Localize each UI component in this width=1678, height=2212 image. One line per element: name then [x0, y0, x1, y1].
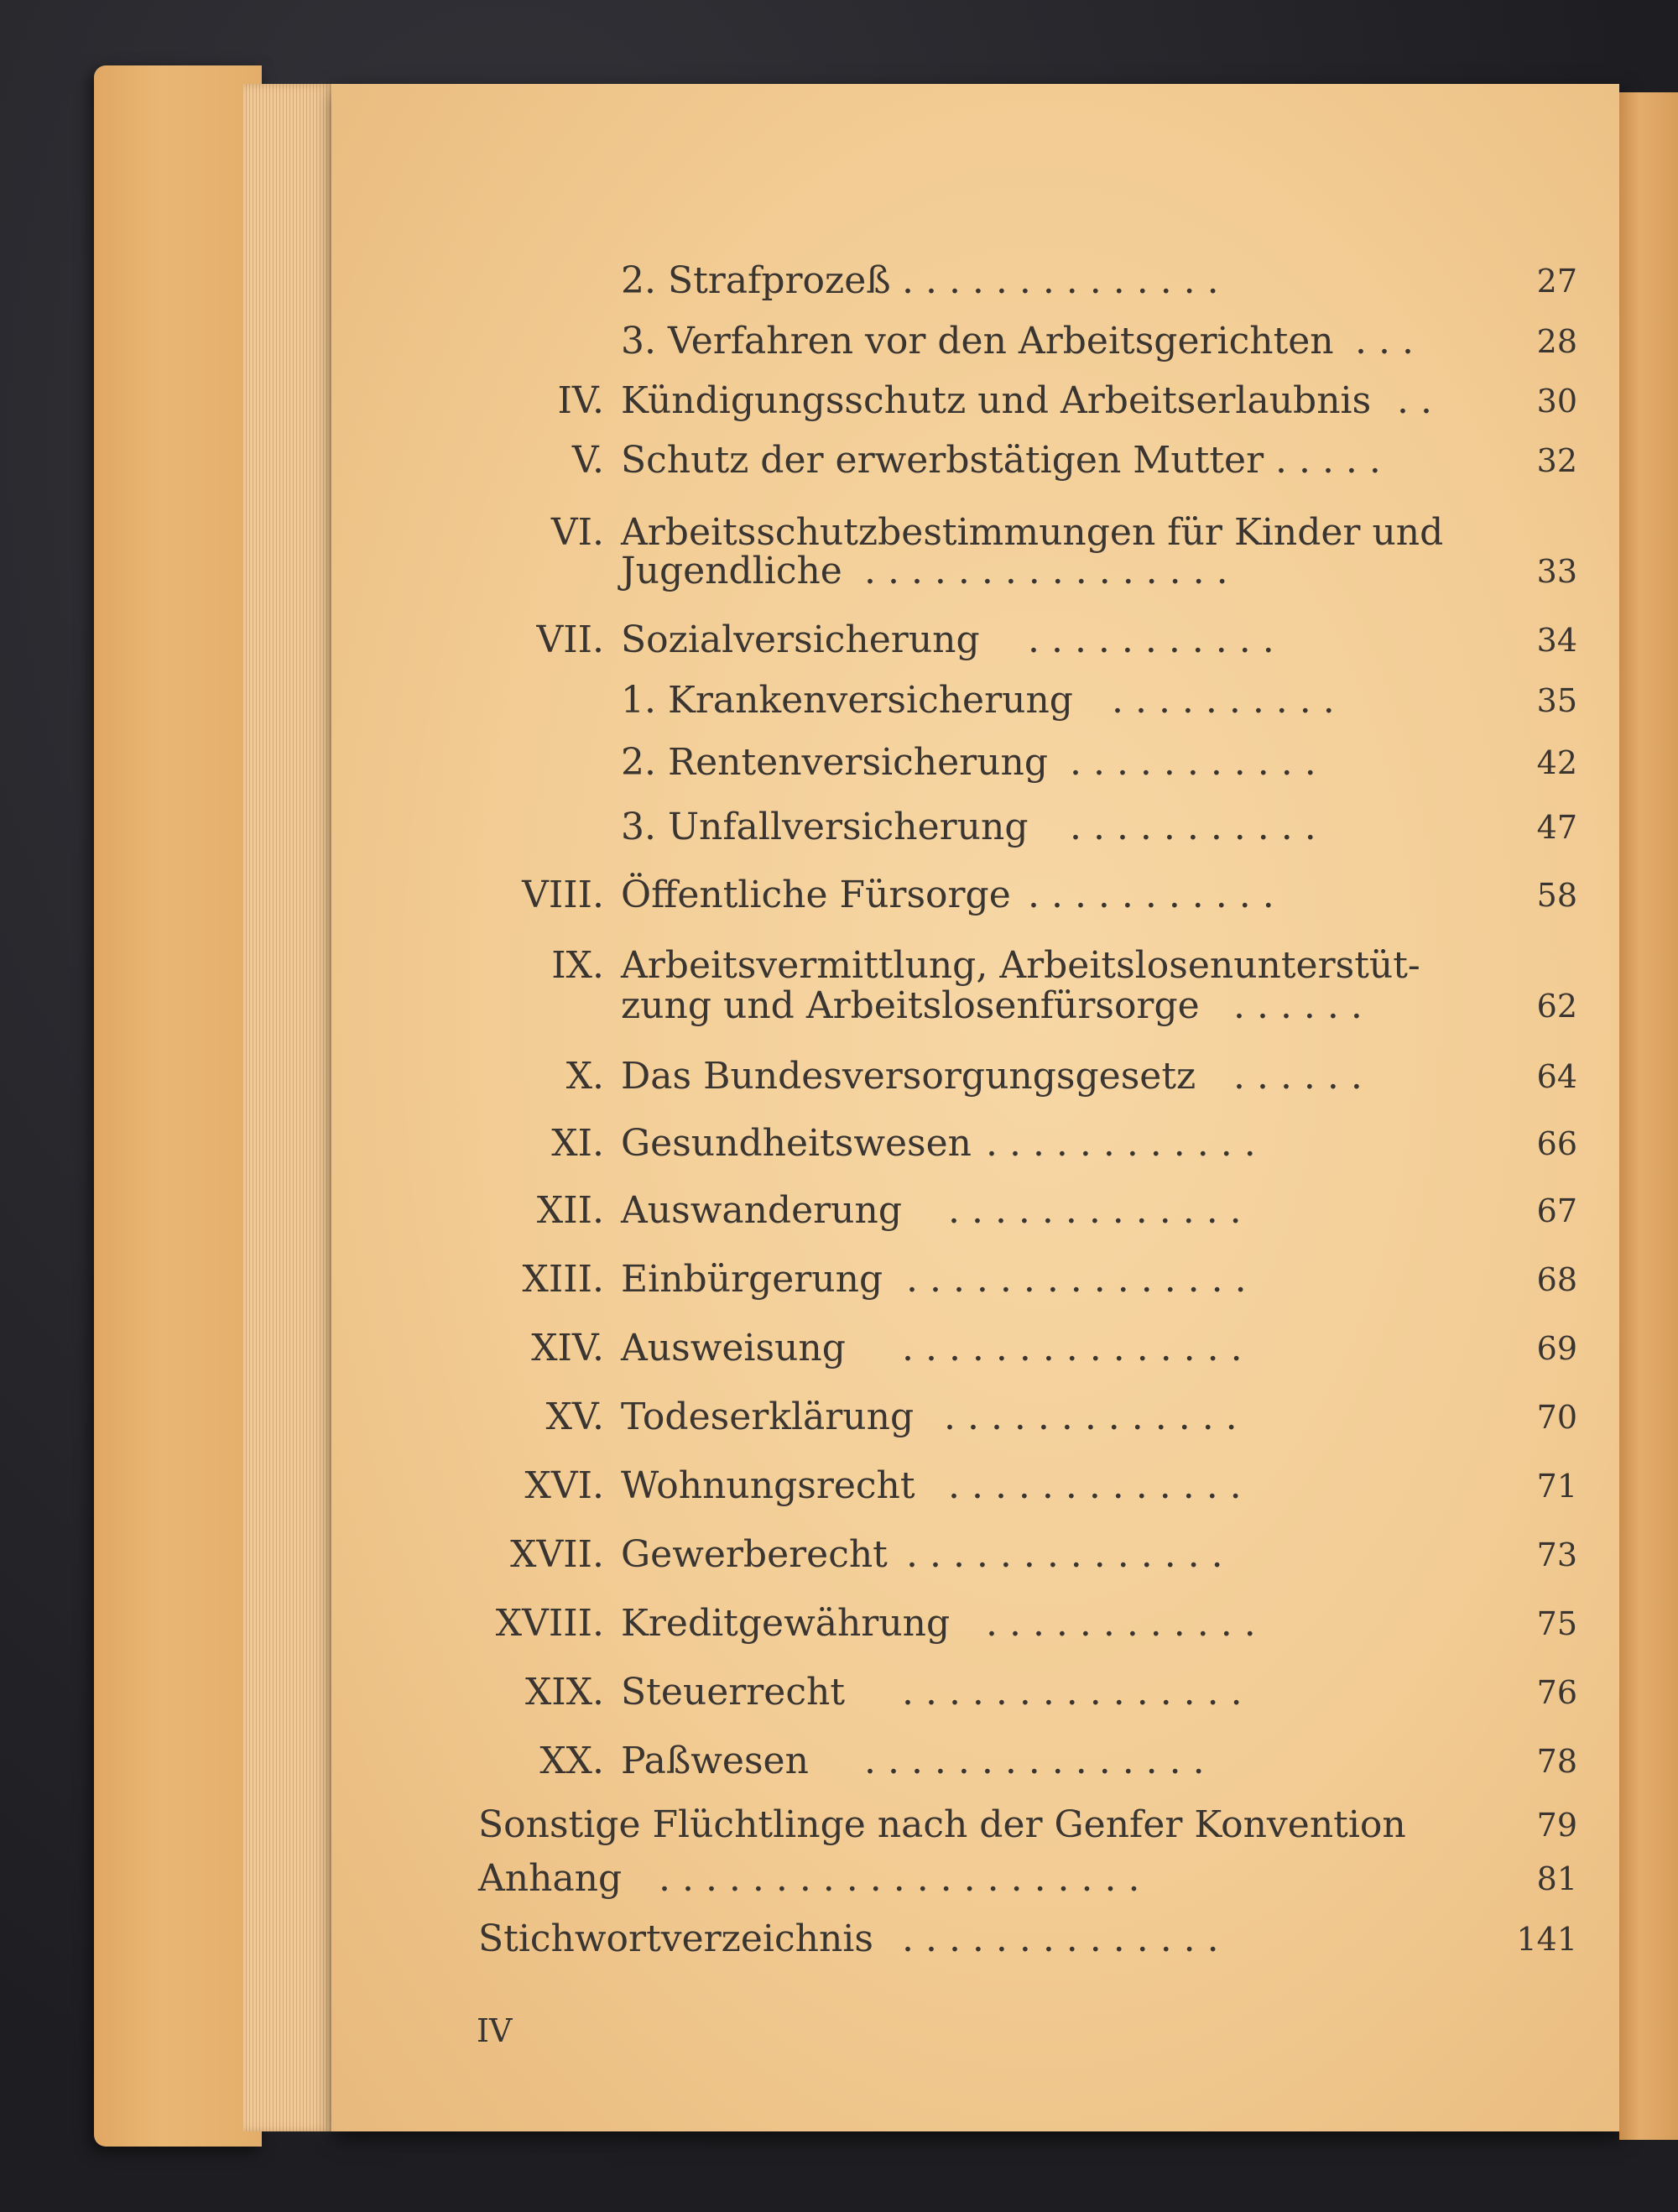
- toc-entry-leader: . . . . . .: [1233, 1057, 1363, 1096]
- toc-entry-number: VIII.: [522, 874, 604, 916]
- toc-entry-title: Gesundheitswesen: [621, 1122, 972, 1165]
- toc-entry-leader: . . . . . . . . . . . .: [986, 1124, 1256, 1163]
- toc-entry-page: 78: [1536, 1743, 1577, 1780]
- toc-entry-leader: . . . . .: [1275, 441, 1381, 480]
- toc-entry-page: 66: [1536, 1125, 1577, 1162]
- toc-entry-page: 47: [1536, 809, 1577, 846]
- toc-entry-title: Öffentliche Fürsorge: [621, 874, 1011, 916]
- toc-entry-page: 68: [1536, 1261, 1577, 1298]
- toc-entry-leader: . . . . . . . . . . .: [1070, 808, 1316, 847]
- toc-entry-title: Steuerrecht: [621, 1671, 846, 1714]
- toc-entry-page: 27: [1536, 263, 1577, 300]
- toc-entry-title: Arbeitsschutzbestimmungen für Kinder und: [621, 511, 1444, 554]
- toc-entry-leader: . . . . . . . . . . . . . . .: [902, 1673, 1243, 1712]
- toc-entry-page: 71: [1536, 1468, 1577, 1505]
- toc-entry-number: XVII.: [510, 1533, 604, 1576]
- toc-entry-page: 79: [1536, 1807, 1577, 1844]
- toc-entry-title: Anhang: [478, 1857, 623, 1900]
- toc-entry-number: XIV.: [531, 1327, 604, 1369]
- toc-entry-title: Paßwesen: [621, 1740, 809, 1782]
- toc-entry-leader: . .: [1397, 382, 1432, 420]
- toc-entry-title: 3. Verfahren vor den Arbeitsgerichten: [621, 320, 1334, 363]
- toc-entry-title: Ausweisung: [621, 1327, 846, 1369]
- toc-entry-leader: . . . . . . . . . . .: [1070, 743, 1316, 782]
- toc-entry-title: Auswanderung: [621, 1189, 903, 1232]
- toc-entry-title: Stichwortverzeichnis: [478, 1917, 873, 1960]
- toc-entry-title: 2. Rentenversicherung: [621, 741, 1049, 784]
- toc-entry-number: XIX.: [524, 1671, 604, 1714]
- toc-entry-leader: . . . . . .: [1233, 987, 1363, 1025]
- toc-entry-number: XIII.: [522, 1258, 604, 1301]
- toc-entry-title: Sozialversicherung: [621, 618, 980, 661]
- toc-entry-number: XX.: [539, 1740, 604, 1782]
- toc-entry-number: IV.: [557, 379, 604, 422]
- toc-entry-title: Sonstige Flüchtlinge nach der Genfer Konvention: [478, 1803, 1406, 1846]
- toc-entry-page: 28: [1536, 323, 1577, 360]
- toc-entry-leader: . . . . . . . . . . .: [1028, 621, 1274, 660]
- toc-entry-number: V.: [571, 439, 604, 482]
- toc-entry-title: Das Bundesversorgungsgesetz: [621, 1055, 1196, 1098]
- toc-entry-number: XVI.: [524, 1464, 604, 1507]
- toc-entry-number: IX.: [551, 944, 604, 987]
- toc-entry-page: 62: [1536, 988, 1577, 1025]
- toc-entry-number: XI.: [551, 1122, 604, 1165]
- toc-entry-leader: . . . . . . . . . . . . . .: [902, 1920, 1219, 1959]
- toc-entry-leader: . . . . . . . . . . . .: [986, 1604, 1256, 1643]
- toc-entry-page: 141: [1516, 1921, 1577, 1958]
- toc-entry-page: 35: [1536, 682, 1577, 719]
- toc-entry-page: 76: [1536, 1674, 1577, 1711]
- toc-entry-leader: . . . . . . . . . .: [1112, 681, 1335, 720]
- toc-entry-title: Wohnungsrecht: [621, 1464, 915, 1507]
- toc-entry-page: 75: [1536, 1605, 1577, 1642]
- toc-entry-number: VI.: [550, 511, 604, 554]
- toc-entry-page: 33: [1536, 553, 1577, 590]
- toc-entry-title: 1. Krankenversicherung: [621, 679, 1073, 722]
- toc-entry-title-line2: zung und Arbeitslosenfürsorge: [621, 984, 1200, 1027]
- toc-entry-leader: . . . . . . . . . . . . . . .: [902, 1329, 1243, 1368]
- toc-entry-leader: . . . . . . . . . . . . . . .: [864, 1742, 1205, 1781]
- toc-entry-title: Gewerberecht: [621, 1533, 888, 1576]
- toc-entry-number: X.: [565, 1055, 604, 1098]
- toc-entry-leader: . . . . . . . . . . . . . . . . . . . . .: [659, 1860, 1140, 1898]
- toc-entry-leader: . . . . . . . . . . . . .: [948, 1467, 1242, 1505]
- toc-entry-page: 32: [1536, 442, 1577, 479]
- toc-entry-page: 81: [1536, 1860, 1577, 1897]
- toc-entry-leader: . . . . . . . . . . . . . . .: [906, 1260, 1247, 1299]
- toc-entry-page: 67: [1536, 1192, 1577, 1229]
- toc-entry-title: Einbürgerung: [621, 1258, 883, 1301]
- toc-entry-page: 64: [1536, 1058, 1577, 1095]
- toc-entry-page: 34: [1536, 622, 1577, 659]
- toc-entry-leader: . . . . . . . . . . . . . . . .: [864, 552, 1228, 591]
- toc-entry-page: 70: [1536, 1399, 1577, 1436]
- toc-entry-page: 58: [1536, 877, 1577, 914]
- toc-entry-title: Kreditgewährung: [621, 1602, 951, 1645]
- toc-entry-leader: . . . . . . . . . . .: [1028, 876, 1274, 915]
- toc-entry-number: XVIII.: [495, 1602, 604, 1645]
- toc-entry-leader: . . . . . . . . . . . . . .: [902, 262, 1219, 300]
- toc-entry-leader: . . . . . . . . . . . . . .: [906, 1536, 1223, 1574]
- toc-entry-number: XII.: [536, 1189, 604, 1232]
- page-folio: IV: [477, 2012, 513, 2049]
- toc-entry-page: 73: [1536, 1536, 1577, 1573]
- toc-entry-page: 42: [1536, 744, 1577, 781]
- toc-entry-leader: . . .: [1355, 322, 1414, 361]
- toc-entry-title: 3. Unfallversicherung: [621, 806, 1029, 848]
- toc-entry-title: Kündigungsschutz und Arbeitserlaubnis: [621, 379, 1372, 422]
- toc-entry-title: 2. Strafprozeß: [621, 259, 891, 302]
- toc-entry-title-line2: Jugendliche: [621, 550, 842, 592]
- toc-entry-page: 30: [1536, 383, 1577, 420]
- toc-entry-page: 69: [1536, 1330, 1577, 1367]
- toc-entry-title: Schutz der erwerbstätigen Mutter: [621, 439, 1264, 482]
- toc-entry-title: Arbeitsvermittlung, Arbeitslosenunterstüt-: [621, 944, 1420, 987]
- toc-entry-number: VII.: [536, 618, 604, 661]
- toc-entry-title: Todeserklärung: [621, 1396, 915, 1438]
- toc-entry-leader: . . . . . . . . . . . . .: [948, 1192, 1242, 1230]
- toc-entry-leader: . . . . . . . . . . . . .: [944, 1398, 1238, 1437]
- toc-entry-number: XV.: [545, 1396, 604, 1438]
